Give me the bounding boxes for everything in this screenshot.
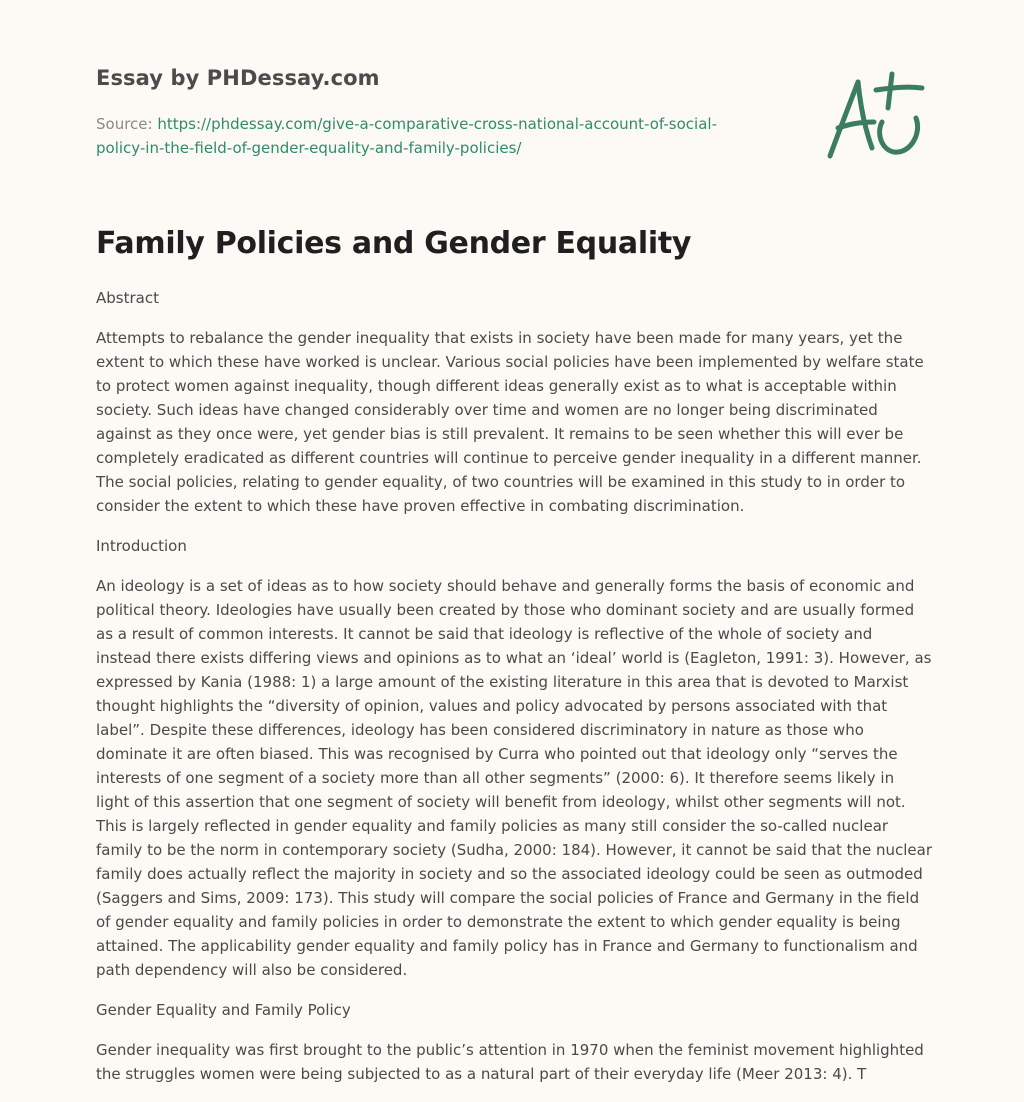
- source-label: Source:: [96, 115, 158, 133]
- source-line: [96, 112, 736, 160]
- article-body: [96, 286, 932, 1102]
- gender-equality-heading: Gender Equality and Family Policy: [96, 1001, 351, 1019]
- abstract-heading: Abstract: [96, 289, 159, 307]
- site-brand: Essay by PHDessay.com: [96, 66, 380, 90]
- source-link[interactable]: https://phdessay.com/give-a-comparative-cross-national-account-of-social-policy-in-the-field-of-gender-equality-and-family-policies/: [96, 115, 717, 157]
- introduction-heading: Introduction: [96, 537, 187, 555]
- gender-equality-paragraph: Gender inequality was first brought to the public’s attention in 1970 when the feminist movement highlighted the struggles women were being subjected to as a natural part of their everyday life (Meer 2013: 4). T: [96, 1041, 924, 1083]
- a-plus-icon: [824, 68, 928, 164]
- abstract-paragraph: Attempts to rebalance the gender inequality that exists in society have been made for many years, yet the extent to which these have worked is unclear. Various social policies have been implemented by welfare state to protect women against inequality, though different ideas generally exist as to what is acceptable within society. Such ideas have changed considerably over time and women are no longer being discriminated against as they once were, yet gender bias is still prevalent. It remains to be seen whether this will ever be completely eradicated as different countries will continue to perceive gender inequality in a different manner. The social policies, relating to gender equality, of two countries will be examined in this study to in order to consider the extent to which these have proven effective in combating discrimination.: [96, 329, 924, 515]
- page-title: Family Policies and Gender Equality: [96, 226, 692, 261]
- introduction-paragraph: An ideology is a set of ideas as to how society should behave and generally forms the basis of economic and political theory. Ideologies have usually been created by those who dominant society and are usually formed as a result of common interests. It cannot be said that ideology is reflective of the whole of society and instead there exists differing views and opinions as to what an ‘ideal’ world is (Eagleton, 1991: 3). However, as expressed by Kania (1988: 1) a large amount of the existing literature in this area that is devoted to Marxist thought highlights the “diversity of opinion, values and policy advocated by persons associated with that label”. Despite these differences, ideology has been considered discriminatory in nature as those who dominate it are often biased. This was recognised by Curra who pointed out that ideology only “serves the interests of one segment of a society more than all other segments” (2000: 6). It therefore seems likely in light of this assertion that one segment of society will benefit from ideology, whilst other segments will not. This is largely reflected in gender equality and family policies as many still consider the so-called nuclear family to be the norm in contemporary society (Sudha, 2000: 184). However, it cannot be said that the nuclear family does actually reflect the majority in society and so the associated ideology could be seen as outmoded (Saggers and Sims, 2009: 173). This study will compare the social policies of France and Germany in the field of gender equality and family policies in order to demonstrate the extent to which gender equality is being attained. The applicability gender equality and family policy has in France and Germany to functionalism and path dependency will also be considered.: [96, 577, 933, 979]
